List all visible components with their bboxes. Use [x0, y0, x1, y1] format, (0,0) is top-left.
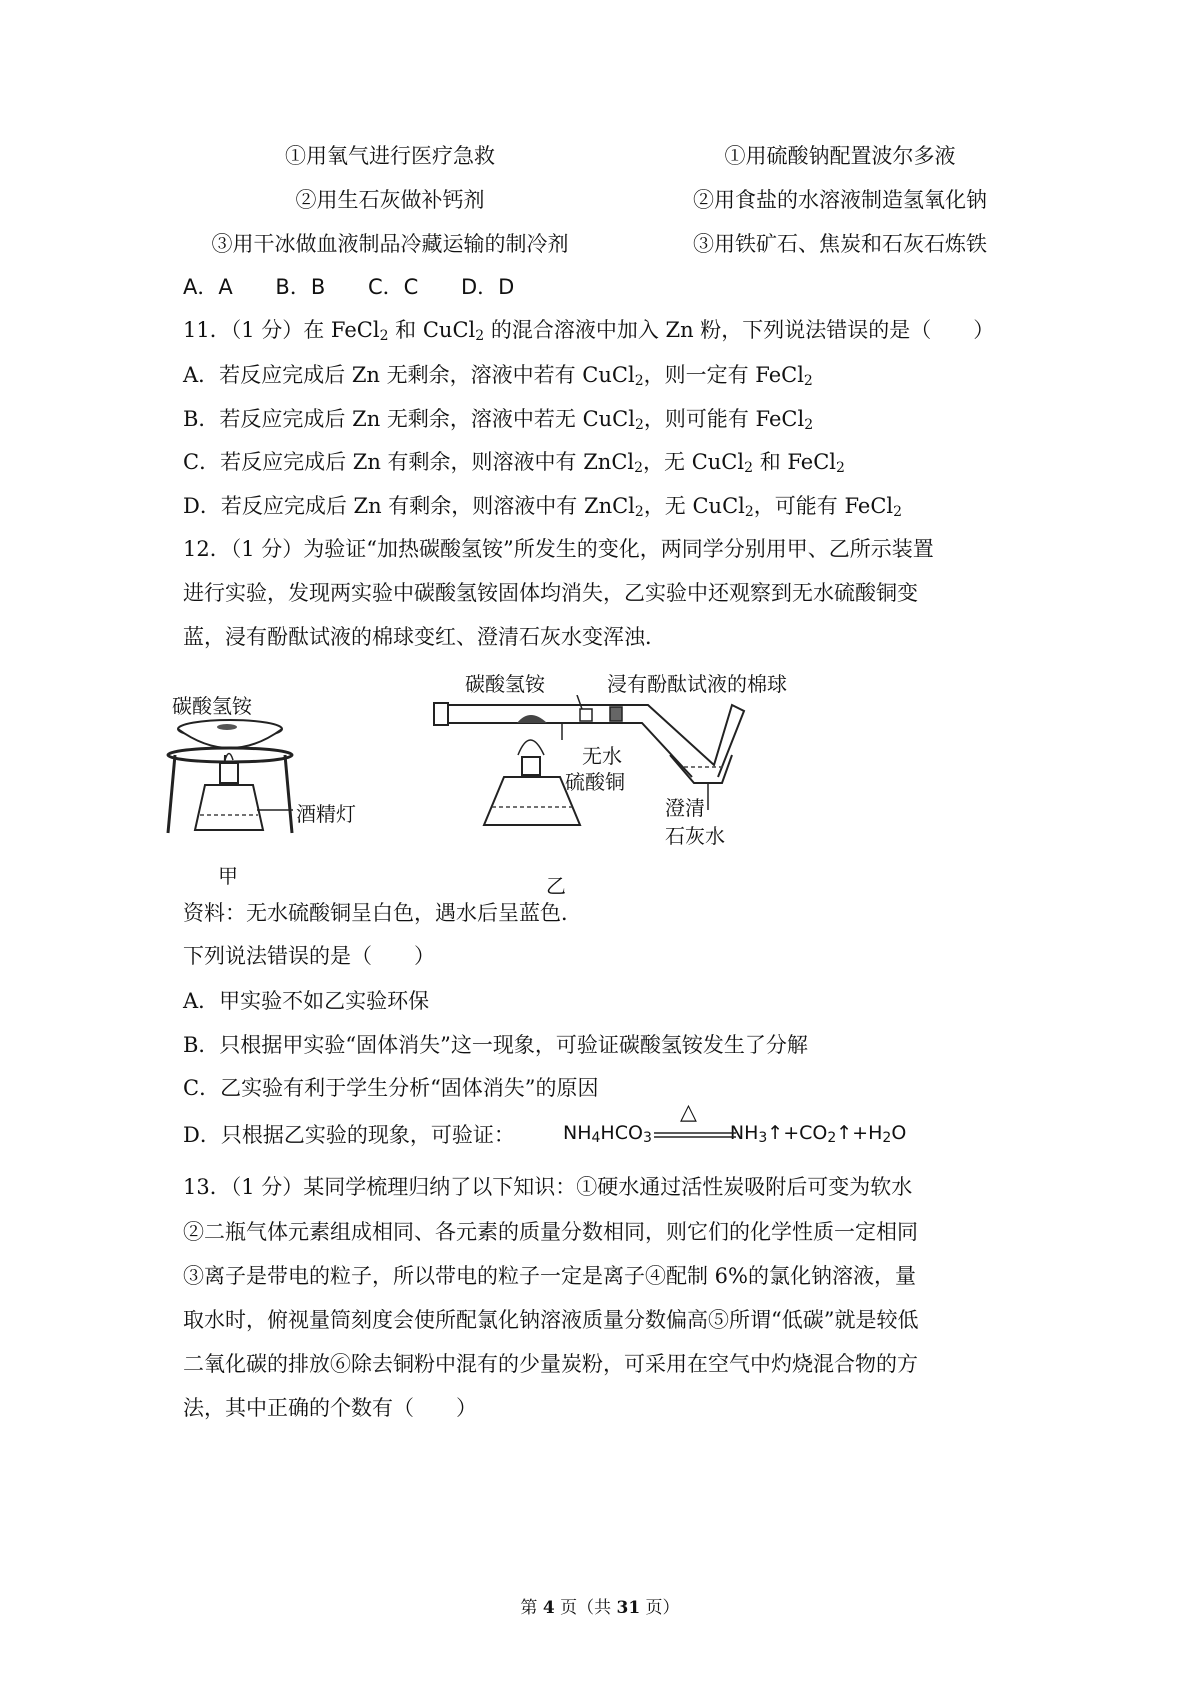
q13-line: 法，其中正确的个数有（ ） [183, 1396, 477, 1420]
q12-info: 资料：无水硫酸铜呈白色，遇水后呈蓝色． [183, 901, 582, 925]
q10-right-cell: ②用食盐的水溶液制造氢氧化钠 [693, 188, 987, 212]
q11-option-b[interactable]: B．若反应完成后 Zn 无剩余，溶液中若无 CuCl$_2$，则可能有 FeCl$_2$ [183, 407, 814, 433]
q10-left-cell: ③用干冰做血液制品冷藏运输的制冷剂 [211, 232, 569, 256]
q10-table-row [0, 227, 1200, 261]
q11-option-c[interactable]: C．若反应完成后 Zn 有剩余，则溶液中有 ZnCl$_2$，无 CuCl$_2$ 和 FeCl$_2$ [183, 450, 845, 476]
choice-d[interactable]: D．D [460, 275, 515, 299]
q12-stem-line: 进行实验，发现两实验中碳酸氢铵固体均消失，乙实验中还观察到无水硫酸铜变 [183, 581, 918, 605]
q13-line: 13．（1 分）某同学梳理归纳了以下知识：①硬水通过活性炭吸附后可变为软水 [183, 1175, 913, 1199]
jia-apparatus-figure [165, 715, 405, 845]
jia-lamp-label: 酒精灯 [296, 802, 356, 826]
q12-stem-line: 蓝，浸有酚酞试液的棉球变红、澄清石灰水变浑浊． [183, 625, 666, 649]
equation-double-bar [654, 1130, 736, 1140]
yi-lime-label-2: 石灰水 [665, 824, 725, 848]
yi-reagent-label: 碳酸氢铵 [465, 672, 545, 696]
jia-reagent-label: 碳酸氢铵 [172, 694, 252, 718]
heat-condition-symbol: △ [680, 1100, 697, 1125]
q13-line: ③离子是带电的粒子，所以带电的粒子一定是离子④配制 6%的氯化钠溶液，量 [183, 1264, 916, 1288]
current-page-number: 4 [542, 1598, 555, 1618]
q10-table-row [0, 183, 1200, 217]
q12-option-a[interactable]: A．甲实验不如乙实验环保 [183, 989, 430, 1013]
choice-b[interactable]: B．B [275, 275, 326, 299]
q12-option-d[interactable]: D．只根据乙实验的现象，可验证： [183, 1123, 515, 1147]
q10-left-cell: ②用生石灰做补钙剂 [295, 188, 485, 212]
yi-cuso4-label-2: 硫酸铜 [565, 770, 625, 794]
q13-line: 取水时，俯视量筒刻度会使所配氯化钠溶液质量分数偏高⑤所谓“低碳”就是较低 [183, 1308, 919, 1332]
q12-option-c[interactable]: C．乙实验有利于学生分析“固体消失”的原因 [183, 1076, 599, 1100]
choice-a[interactable]: A．A [183, 275, 233, 299]
choice-c[interactable]: C．C [367, 275, 419, 299]
yi-cotton-label: 浸有酚酞试液的棉球 [607, 672, 787, 696]
q10-right-cell: ①用硫酸钠配置波尔多液 [724, 144, 956, 168]
q10-left-cell: ①用氧气进行医疗急救 [285, 144, 495, 168]
q11-stem: 11．（1 分）在 FeCl$_2$ 和 CuCl$_2$ 的混合溶液中加入 Zn 粉，下列说法错误的是（ ） [183, 318, 995, 344]
q11-option-a[interactable]: A．若反应完成后 Zn 无剩余，溶液中若有 CuCl$_2$，则一定有 FeCl$_2$ [183, 363, 813, 389]
jia-caption: 甲 [218, 864, 238, 888]
total-page-count: 31 [616, 1598, 641, 1618]
decomposition-equation: $NH_4HCO_3$ $NH_3↑+CO_2↑+H_2O$ [563, 1122, 907, 1146]
q12-stem-line: 12．（1 分）为验证“加热碳酸氢铵”所发生的变化，两同学分别用甲、乙所示装置 [183, 537, 934, 561]
page-footer: 第 4 页（共 31 页） [520, 1598, 680, 1618]
q11-option-d[interactable]: D．若反应完成后 Zn 有剩余，则溶液中有 ZnCl$_2$，无 CuCl$_2$，可能有 FeCl$_2$ [183, 494, 903, 520]
q10-table-row [0, 139, 1200, 173]
q12-question: 下列说法错误的是（ ） [183, 944, 435, 968]
q10-choices [183, 272, 550, 302]
q10-right-cell: ③用铁矿石、焦炭和石灰石炼铁 [693, 232, 987, 256]
yi-caption: 乙 [546, 874, 566, 898]
yi-cuso4-label-1: 无水 [582, 744, 622, 768]
q12-option-b[interactable]: B．只根据甲实验“固体消失”这一现象，可验证碳酸氢铵发生了分解 [183, 1033, 808, 1057]
yi-lime-label-1: 澄清 [665, 796, 705, 820]
q13-line: ②二瓶气体元素组成相同、各元素的质量分数相同，则它们的化学性质一定相同 [183, 1220, 918, 1244]
q13-line: 二氧化碳的排放⑥除去铜粉中混有的少量炭粉，可采用在空气中灼烧混合物的方 [183, 1352, 918, 1376]
